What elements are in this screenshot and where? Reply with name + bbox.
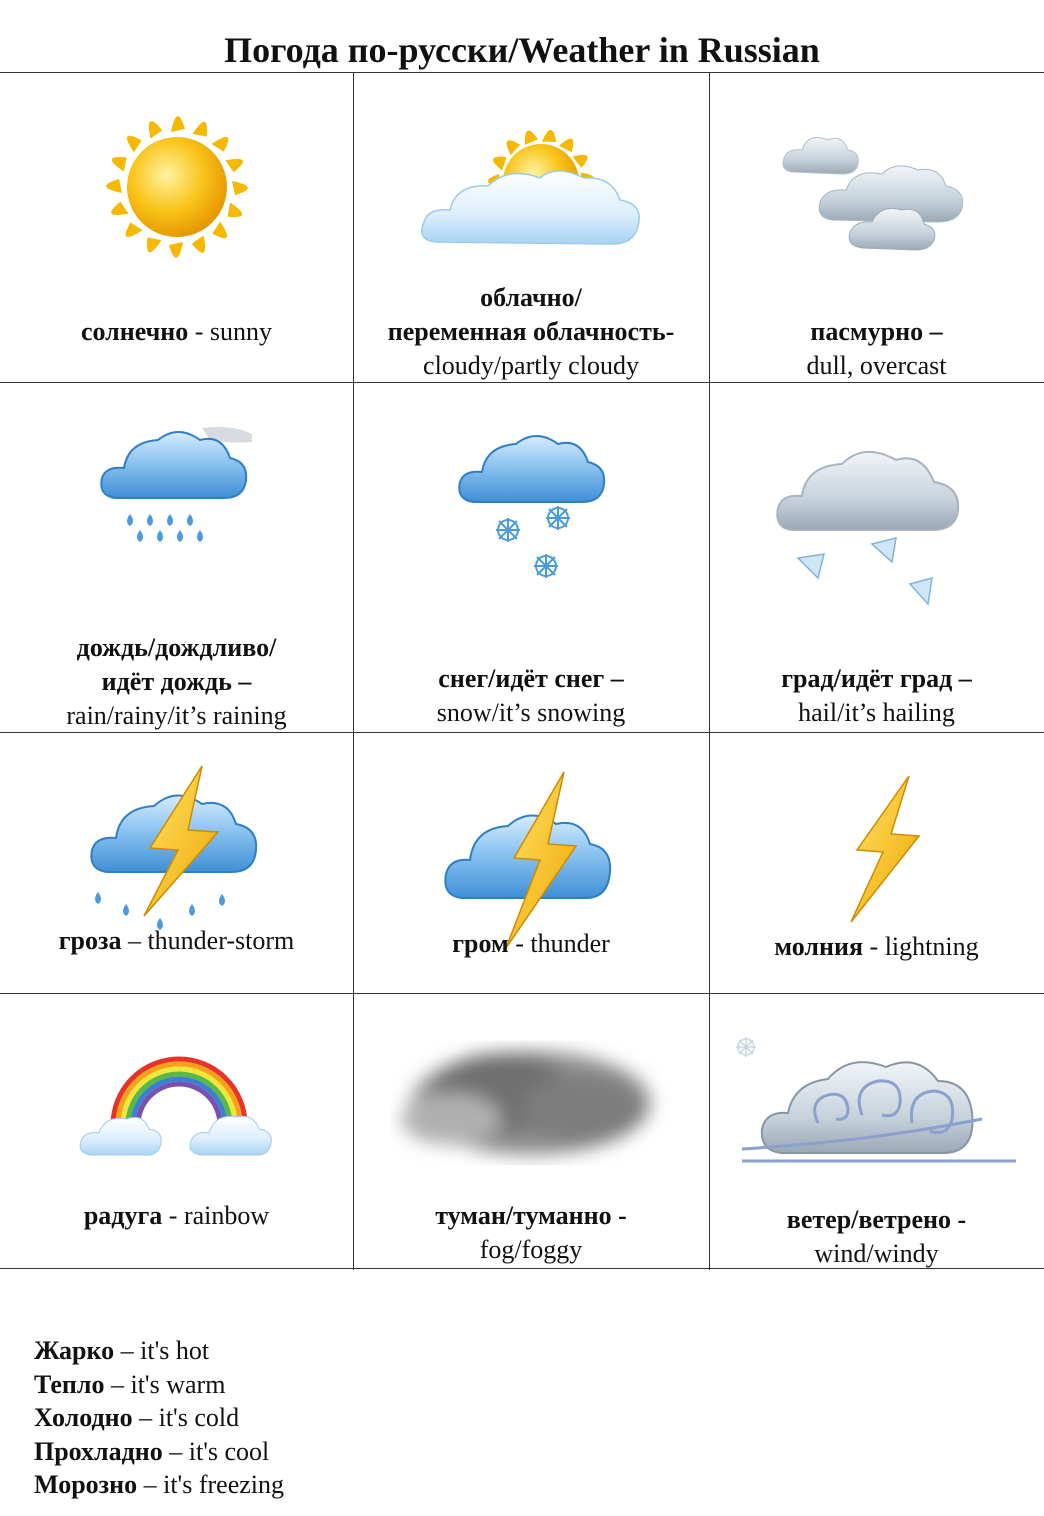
temperature-list (34, 1334, 284, 1502)
weather-grid (0, 72, 1044, 1270)
cell-overcast (709, 72, 1044, 382)
caption-fog: туман/туманно - fog/foggy (435, 1201, 627, 1264)
cell-snow (353, 382, 709, 732)
caption-hail: град/идёт град – hail/it’s hailing (781, 664, 972, 727)
sun-icon (0, 102, 353, 272)
cell-thunderstorm (0, 732, 353, 993)
cell-rainbow (0, 993, 353, 1268)
list-item: Холодно – it's cold (34, 1403, 240, 1432)
rain-cloud-icon (0, 418, 353, 548)
caption-lightning: молния - lightning (774, 932, 979, 961)
list-item: Жарко – it's hot (34, 1336, 210, 1365)
list-item: Тепло – it's warm (34, 1369, 226, 1399)
snow-cloud-icon (353, 418, 709, 588)
cell-fog (353, 993, 709, 1268)
caption-sunny: солнечно - sunny (80, 317, 273, 346)
page-title: Погода по-русски/Weather in Russian (224, 30, 820, 70)
thunderstorm-icon (0, 764, 353, 944)
wind-cloud-icon (709, 1023, 1044, 1173)
thunder-cloud-icon (353, 770, 709, 950)
list-item: Морозно – it's freezing (34, 1470, 285, 1499)
caption-snow-text: снег/идёт снег – snow/it’s snowing (436, 664, 626, 727)
rainbow-icon (0, 1033, 353, 1163)
cell-cloudy (353, 72, 709, 382)
caption-thunderstorm: гроза – thunder-storm (58, 926, 295, 955)
cell-sunny (0, 72, 353, 382)
caption-rainbow: радуга - rainbow (83, 1201, 270, 1230)
fog-icon (353, 1023, 709, 1173)
caption-cloudy: облачно/ переменная облачность- cloudy/partly cloudy (387, 283, 675, 380)
caption-thunder: гром - thunder (452, 929, 610, 958)
caption-rain: дождь/дождливо/ идёт дождь – rain/rainy/it’s raining (66, 633, 287, 730)
cell-lightning (709, 732, 1044, 993)
caption-wind: ветер/ветрено - wind/windy (786, 1205, 967, 1268)
cell-thunder (353, 732, 709, 993)
lightning-bolt-icon (709, 774, 1044, 924)
overcast-clouds-icon (709, 112, 1044, 252)
partly-cloudy-icon (353, 112, 709, 262)
cell-wind (709, 993, 1044, 1268)
hail-cloud-icon (709, 420, 1044, 620)
list-item: Прохладно – it's cool (34, 1436, 270, 1466)
caption-overcast: пасмурно – dull, overcast (806, 317, 947, 380)
cell-hail (709, 382, 1044, 732)
cell-rain (0, 382, 353, 732)
